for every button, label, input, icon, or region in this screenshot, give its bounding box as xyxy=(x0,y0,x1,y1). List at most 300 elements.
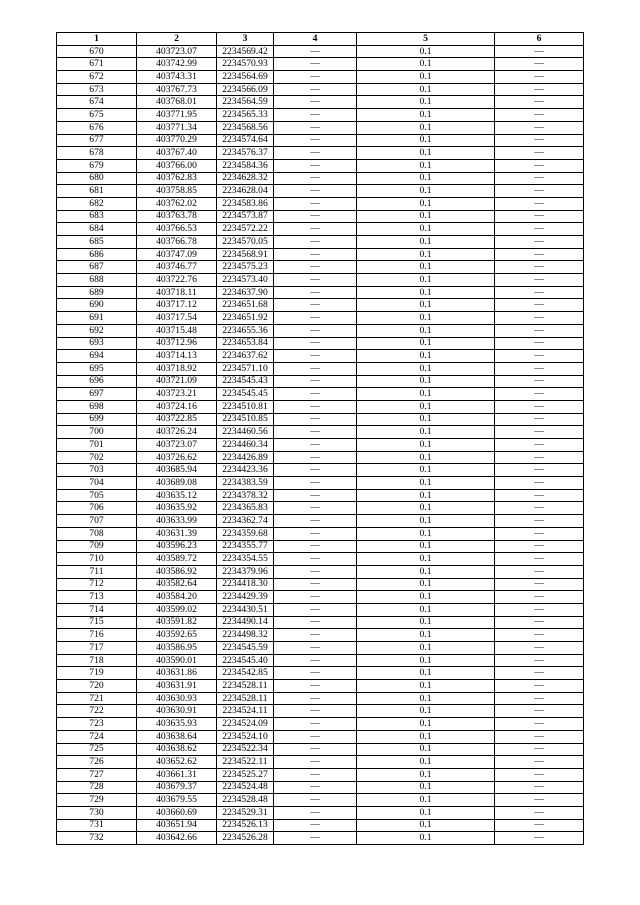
column-4-cell: — xyxy=(274,159,357,172)
column-5-cell: 0.1 xyxy=(357,337,495,350)
y-coordinate-cell: 2234490.14 xyxy=(217,616,274,629)
column-6-cell: — xyxy=(495,223,584,236)
x-coordinate-cell: 403660.69 xyxy=(137,806,217,819)
column-4-cell: — xyxy=(274,375,357,388)
column-5-cell: 0.1 xyxy=(357,616,495,629)
table-row xyxy=(57,794,584,807)
column-header: 4 xyxy=(274,33,357,46)
x-coordinate-cell: 403661.31 xyxy=(137,768,217,781)
column-4-cell: — xyxy=(274,172,357,185)
column-4-cell: — xyxy=(274,134,357,147)
column-4-cell: — xyxy=(274,629,357,642)
column-4-cell: — xyxy=(274,502,357,515)
table-row xyxy=(57,489,584,502)
y-coordinate-cell: 2234565.33 xyxy=(217,109,274,122)
table-row xyxy=(57,540,584,553)
column-6-cell: — xyxy=(495,464,584,477)
point-number-cell: 680 xyxy=(57,172,137,185)
point-number-cell: 686 xyxy=(57,248,137,261)
column-4-cell: — xyxy=(274,794,357,807)
table-row xyxy=(57,337,584,350)
table-row xyxy=(57,197,584,210)
column-6-cell: — xyxy=(495,781,584,794)
y-coordinate-cell: 2234526.28 xyxy=(217,832,274,845)
x-coordinate-cell: 403631.91 xyxy=(137,680,217,693)
table-row xyxy=(57,350,584,363)
column-6-cell: — xyxy=(495,45,584,58)
point-number-cell: 727 xyxy=(57,768,137,781)
column-6-cell: — xyxy=(495,515,584,528)
table-row xyxy=(57,464,584,477)
x-coordinate-cell: 403638.64 xyxy=(137,730,217,743)
column-6-cell: — xyxy=(495,337,584,350)
x-coordinate-cell: 403762.83 xyxy=(137,172,217,185)
column-6-cell: — xyxy=(495,71,584,84)
column-5-cell: 0.1 xyxy=(357,527,495,540)
point-number-cell: 670 xyxy=(57,45,137,58)
table-row xyxy=(57,527,584,540)
column-5-cell: 0.1 xyxy=(357,642,495,655)
column-6-cell: — xyxy=(495,654,584,667)
point-number-cell: 719 xyxy=(57,667,137,680)
column-5-cell: 0.1 xyxy=(357,400,495,413)
column-4-cell: — xyxy=(274,756,357,769)
y-coordinate-cell: 2234526.13 xyxy=(217,819,274,832)
y-coordinate-cell: 2234524.11 xyxy=(217,705,274,718)
point-number-cell: 681 xyxy=(57,185,137,198)
column-6-cell: — xyxy=(495,439,584,452)
y-coordinate-cell: 2234510.85 xyxy=(217,413,274,426)
table-row xyxy=(57,159,584,172)
x-coordinate-cell: 403717.54 xyxy=(137,312,217,325)
column-6-cell: — xyxy=(495,350,584,363)
column-4-cell: — xyxy=(274,299,357,312)
x-coordinate-cell: 403723.21 xyxy=(137,388,217,401)
point-number-cell: 700 xyxy=(57,426,137,439)
column-6-cell: — xyxy=(495,616,584,629)
x-coordinate-cell: 403762.02 xyxy=(137,197,217,210)
y-coordinate-cell: 2234524.09 xyxy=(217,718,274,731)
point-number-cell: 718 xyxy=(57,654,137,667)
column-6-cell: — xyxy=(495,388,584,401)
column-5-cell: 0.1 xyxy=(357,45,495,58)
column-5-cell: 0.1 xyxy=(357,477,495,490)
column-4-cell: — xyxy=(274,324,357,337)
table-row xyxy=(57,515,584,528)
column-4-cell: — xyxy=(274,591,357,604)
column-6-cell: — xyxy=(495,705,584,718)
point-number-cell: 709 xyxy=(57,540,137,553)
column-header: 3 xyxy=(217,33,274,46)
column-5-cell: 0.1 xyxy=(357,806,495,819)
point-number-cell: 706 xyxy=(57,502,137,515)
column-6-cell: — xyxy=(495,362,584,375)
point-number-cell: 712 xyxy=(57,578,137,591)
point-number-cell: 687 xyxy=(57,261,137,274)
column-5-cell: 0.1 xyxy=(357,832,495,845)
column-6-cell: — xyxy=(495,603,584,616)
point-number-cell: 720 xyxy=(57,680,137,693)
column-5-cell: 0.1 xyxy=(357,730,495,743)
point-number-cell: 691 xyxy=(57,312,137,325)
column-6-cell: — xyxy=(495,248,584,261)
column-4-cell: — xyxy=(274,553,357,566)
column-6-cell: — xyxy=(495,426,584,439)
table-row xyxy=(57,172,584,185)
table-row xyxy=(57,565,584,578)
column-5-cell: 0.1 xyxy=(357,58,495,71)
column-4-cell: — xyxy=(274,832,357,845)
point-number-cell: 722 xyxy=(57,705,137,718)
column-4-cell: — xyxy=(274,426,357,439)
column-4-cell: — xyxy=(274,185,357,198)
y-coordinate-cell: 2234568.56 xyxy=(217,121,274,134)
table-row xyxy=(57,642,584,655)
column-4-cell: — xyxy=(274,705,357,718)
column-6-cell: — xyxy=(495,667,584,680)
x-coordinate-cell: 403747.09 xyxy=(137,248,217,261)
column-5-cell: 0.1 xyxy=(357,286,495,299)
point-number-cell: 730 xyxy=(57,806,137,819)
y-coordinate-cell: 2234545.43 xyxy=(217,375,274,388)
column-6-cell: — xyxy=(495,312,584,325)
point-number-cell: 673 xyxy=(57,83,137,96)
column-6-cell: — xyxy=(495,159,584,172)
point-number-cell: 704 xyxy=(57,477,137,490)
table-row xyxy=(57,439,584,452)
x-coordinate-cell: 403723.07 xyxy=(137,439,217,452)
y-coordinate-cell: 2234637.62 xyxy=(217,350,274,363)
x-coordinate-cell: 403724.16 xyxy=(137,400,217,413)
column-5-cell: 0.1 xyxy=(357,794,495,807)
column-6-cell: — xyxy=(495,591,584,604)
table-row xyxy=(57,236,584,249)
column-6-cell: — xyxy=(495,185,584,198)
column-6-cell: — xyxy=(495,134,584,147)
point-number-cell: 711 xyxy=(57,565,137,578)
column-6-cell: — xyxy=(495,121,584,134)
column-5-cell: 0.1 xyxy=(357,96,495,109)
table-row xyxy=(57,121,584,134)
column-4-cell: — xyxy=(274,768,357,781)
table-row xyxy=(57,286,584,299)
column-4-cell: — xyxy=(274,540,357,553)
table-row xyxy=(57,603,584,616)
x-coordinate-cell: 403722.76 xyxy=(137,274,217,287)
y-coordinate-cell: 2234573.40 xyxy=(217,274,274,287)
table-row xyxy=(57,654,584,667)
table-row xyxy=(57,147,584,160)
column-4-cell: — xyxy=(274,83,357,96)
y-coordinate-cell: 2234529.31 xyxy=(217,806,274,819)
table-row xyxy=(57,299,584,312)
column-5-cell: 0.1 xyxy=(357,553,495,566)
y-coordinate-cell: 2234568.91 xyxy=(217,248,274,261)
table-row xyxy=(57,768,584,781)
column-5-cell: 0.1 xyxy=(357,197,495,210)
point-number-cell: 708 xyxy=(57,527,137,540)
point-number-cell: 692 xyxy=(57,324,137,337)
column-4-cell: — xyxy=(274,819,357,832)
table-row xyxy=(57,324,584,337)
point-number-cell: 726 xyxy=(57,756,137,769)
point-number-cell: 696 xyxy=(57,375,137,388)
x-coordinate-cell: 403766.00 xyxy=(137,159,217,172)
x-coordinate-cell: 403768.01 xyxy=(137,96,217,109)
column-4-cell: — xyxy=(274,362,357,375)
column-5-cell: 0.1 xyxy=(357,83,495,96)
table-row xyxy=(57,400,584,413)
column-6-cell: — xyxy=(495,147,584,160)
table-row xyxy=(57,667,584,680)
point-number-cell: 683 xyxy=(57,210,137,223)
table-row xyxy=(57,223,584,236)
table-row xyxy=(57,58,584,71)
column-6-cell: — xyxy=(495,197,584,210)
column-5-cell: 0.1 xyxy=(357,451,495,464)
point-number-cell: 693 xyxy=(57,337,137,350)
point-number-cell: 695 xyxy=(57,362,137,375)
x-coordinate-cell: 403712.96 xyxy=(137,337,217,350)
column-header: 6 xyxy=(495,33,584,46)
y-coordinate-cell: 2234574.64 xyxy=(217,134,274,147)
table-body xyxy=(57,45,584,844)
table-row xyxy=(57,413,584,426)
x-coordinate-cell: 403758.85 xyxy=(137,185,217,198)
x-coordinate-cell: 403630.91 xyxy=(137,705,217,718)
x-coordinate-cell: 403635.12 xyxy=(137,489,217,502)
x-coordinate-cell: 403584.20 xyxy=(137,591,217,604)
x-coordinate-cell: 403689.08 xyxy=(137,477,217,490)
column-5-cell: 0.1 xyxy=(357,299,495,312)
x-coordinate-cell: 403717.12 xyxy=(137,299,217,312)
point-number-cell: 676 xyxy=(57,121,137,134)
column-4-cell: — xyxy=(274,121,357,134)
point-number-cell: 725 xyxy=(57,743,137,756)
y-coordinate-cell: 2234542.85 xyxy=(217,667,274,680)
table-row xyxy=(57,109,584,122)
column-4-cell: — xyxy=(274,692,357,705)
column-5-cell: 0.1 xyxy=(357,109,495,122)
point-number-cell: 677 xyxy=(57,134,137,147)
column-6-cell: — xyxy=(495,109,584,122)
column-4-cell: — xyxy=(274,730,357,743)
x-coordinate-cell: 403630.93 xyxy=(137,692,217,705)
x-coordinate-cell: 403631.39 xyxy=(137,527,217,540)
column-6-cell: — xyxy=(495,832,584,845)
y-coordinate-cell: 2234524.10 xyxy=(217,730,274,743)
table-row xyxy=(57,210,584,223)
point-number-cell: 723 xyxy=(57,718,137,731)
column-5-cell: 0.1 xyxy=(357,464,495,477)
point-number-cell: 682 xyxy=(57,197,137,210)
y-coordinate-cell: 2234528.48 xyxy=(217,794,274,807)
column-5-cell: 0.1 xyxy=(357,718,495,731)
table-row xyxy=(57,616,584,629)
column-4-cell: — xyxy=(274,489,357,502)
x-coordinate-cell: 403771.34 xyxy=(137,121,217,134)
x-coordinate-cell: 403726.62 xyxy=(137,451,217,464)
x-coordinate-cell: 403586.92 xyxy=(137,565,217,578)
coordinates-table xyxy=(56,32,584,845)
column-5-cell: 0.1 xyxy=(357,819,495,832)
x-coordinate-cell: 403651.94 xyxy=(137,819,217,832)
x-coordinate-cell: 403743.31 xyxy=(137,71,217,84)
point-number-cell: 721 xyxy=(57,692,137,705)
column-5-cell: 0.1 xyxy=(357,159,495,172)
column-4-cell: — xyxy=(274,147,357,160)
column-5-cell: 0.1 xyxy=(357,565,495,578)
table-row xyxy=(57,730,584,743)
y-coordinate-cell: 2234362.74 xyxy=(217,515,274,528)
column-4-cell: — xyxy=(274,312,357,325)
table-row xyxy=(57,185,584,198)
column-6-cell: — xyxy=(495,718,584,731)
y-coordinate-cell: 2234528.11 xyxy=(217,680,274,693)
column-5-cell: 0.1 xyxy=(357,236,495,249)
x-coordinate-cell: 403685.94 xyxy=(137,464,217,477)
column-4-cell: — xyxy=(274,248,357,261)
column-6-cell: — xyxy=(495,96,584,109)
column-6-cell: — xyxy=(495,768,584,781)
column-4-cell: — xyxy=(274,680,357,693)
x-coordinate-cell: 403642.66 xyxy=(137,832,217,845)
x-coordinate-cell: 403721.09 xyxy=(137,375,217,388)
y-coordinate-cell: 2234429.39 xyxy=(217,591,274,604)
table-row xyxy=(57,83,584,96)
x-coordinate-cell: 403771.95 xyxy=(137,109,217,122)
column-5-cell: 0.1 xyxy=(357,603,495,616)
y-coordinate-cell: 2234522.34 xyxy=(217,743,274,756)
x-coordinate-cell: 403633.99 xyxy=(137,515,217,528)
table-row xyxy=(57,819,584,832)
column-6-cell: — xyxy=(495,680,584,693)
column-6-cell: — xyxy=(495,642,584,655)
table-row xyxy=(57,388,584,401)
x-coordinate-cell: 403631.86 xyxy=(137,667,217,680)
column-5-cell: 0.1 xyxy=(357,591,495,604)
table-header-row xyxy=(57,33,584,46)
column-5-cell: 0.1 xyxy=(357,261,495,274)
x-coordinate-cell: 403599.02 xyxy=(137,603,217,616)
column-5-cell: 0.1 xyxy=(357,654,495,667)
x-coordinate-cell: 403679.55 xyxy=(137,794,217,807)
column-6-cell: — xyxy=(495,489,584,502)
column-6-cell: — xyxy=(495,730,584,743)
point-number-cell: 690 xyxy=(57,299,137,312)
column-6-cell: — xyxy=(495,413,584,426)
y-coordinate-cell: 2234545.40 xyxy=(217,654,274,667)
y-coordinate-cell: 2234383.59 xyxy=(217,477,274,490)
y-coordinate-cell: 2234571.10 xyxy=(217,362,274,375)
point-number-cell: 729 xyxy=(57,794,137,807)
y-coordinate-cell: 2234522.11 xyxy=(217,756,274,769)
point-number-cell: 697 xyxy=(57,388,137,401)
y-coordinate-cell: 2234570.05 xyxy=(217,236,274,249)
column-4-cell: — xyxy=(274,642,357,655)
point-number-cell: 702 xyxy=(57,451,137,464)
column-6-cell: — xyxy=(495,527,584,540)
x-coordinate-cell: 403726.24 xyxy=(137,426,217,439)
table-row xyxy=(57,692,584,705)
y-coordinate-cell: 2234460.56 xyxy=(217,426,274,439)
y-coordinate-cell: 2234430.51 xyxy=(217,603,274,616)
column-5-cell: 0.1 xyxy=(357,223,495,236)
x-coordinate-cell: 403722.85 xyxy=(137,413,217,426)
column-6-cell: — xyxy=(495,172,584,185)
y-coordinate-cell: 2234651.68 xyxy=(217,299,274,312)
column-6-cell: — xyxy=(495,83,584,96)
x-coordinate-cell: 403714.13 xyxy=(137,350,217,363)
column-6-cell: — xyxy=(495,743,584,756)
table-row xyxy=(57,502,584,515)
x-coordinate-cell: 403770.29 xyxy=(137,134,217,147)
point-number-cell: 675 xyxy=(57,109,137,122)
column-4-cell: — xyxy=(274,654,357,667)
y-coordinate-cell: 2234575.23 xyxy=(217,261,274,274)
table-row xyxy=(57,553,584,566)
column-6-cell: — xyxy=(495,236,584,249)
column-6-cell: — xyxy=(495,58,584,71)
table-row xyxy=(57,756,584,769)
table-row xyxy=(57,248,584,261)
column-5-cell: 0.1 xyxy=(357,540,495,553)
column-5-cell: 0.1 xyxy=(357,350,495,363)
table-row xyxy=(57,718,584,731)
column-4-cell: — xyxy=(274,413,357,426)
point-number-cell: 703 xyxy=(57,464,137,477)
column-4-cell: — xyxy=(274,515,357,528)
table-row xyxy=(57,832,584,845)
column-4-cell: — xyxy=(274,667,357,680)
table-row xyxy=(57,261,584,274)
column-5-cell: 0.1 xyxy=(357,185,495,198)
table-row xyxy=(57,274,584,287)
point-number-cell: 707 xyxy=(57,515,137,528)
point-number-cell: 699 xyxy=(57,413,137,426)
x-coordinate-cell: 403723.07 xyxy=(137,45,217,58)
column-5-cell: 0.1 xyxy=(357,667,495,680)
point-number-cell: 732 xyxy=(57,832,137,845)
y-coordinate-cell: 2234576.37 xyxy=(217,147,274,160)
y-coordinate-cell: 2234653.84 xyxy=(217,337,274,350)
x-coordinate-cell: 403589.72 xyxy=(137,553,217,566)
point-number-cell: 714 xyxy=(57,603,137,616)
x-coordinate-cell: 403746.77 xyxy=(137,261,217,274)
column-5-cell: 0.1 xyxy=(357,743,495,756)
table-row xyxy=(57,578,584,591)
column-5-cell: 0.1 xyxy=(357,121,495,134)
y-coordinate-cell: 2234354.55 xyxy=(217,553,274,566)
point-number-cell: 689 xyxy=(57,286,137,299)
x-coordinate-cell: 403718.11 xyxy=(137,286,217,299)
column-4-cell: — xyxy=(274,388,357,401)
column-5-cell: 0.1 xyxy=(357,375,495,388)
point-number-cell: 705 xyxy=(57,489,137,502)
point-number-cell: 716 xyxy=(57,629,137,642)
column-5-cell: 0.1 xyxy=(357,312,495,325)
x-coordinate-cell: 403767.73 xyxy=(137,83,217,96)
y-coordinate-cell: 2234510.81 xyxy=(217,400,274,413)
column-5-cell: 0.1 xyxy=(357,578,495,591)
column-4-cell: — xyxy=(274,400,357,413)
x-coordinate-cell: 403679.37 xyxy=(137,781,217,794)
column-4-cell: — xyxy=(274,274,357,287)
column-5-cell: 0.1 xyxy=(357,515,495,528)
column-header: 2 xyxy=(137,33,217,46)
table-row xyxy=(57,362,584,375)
x-coordinate-cell: 403652.62 xyxy=(137,756,217,769)
